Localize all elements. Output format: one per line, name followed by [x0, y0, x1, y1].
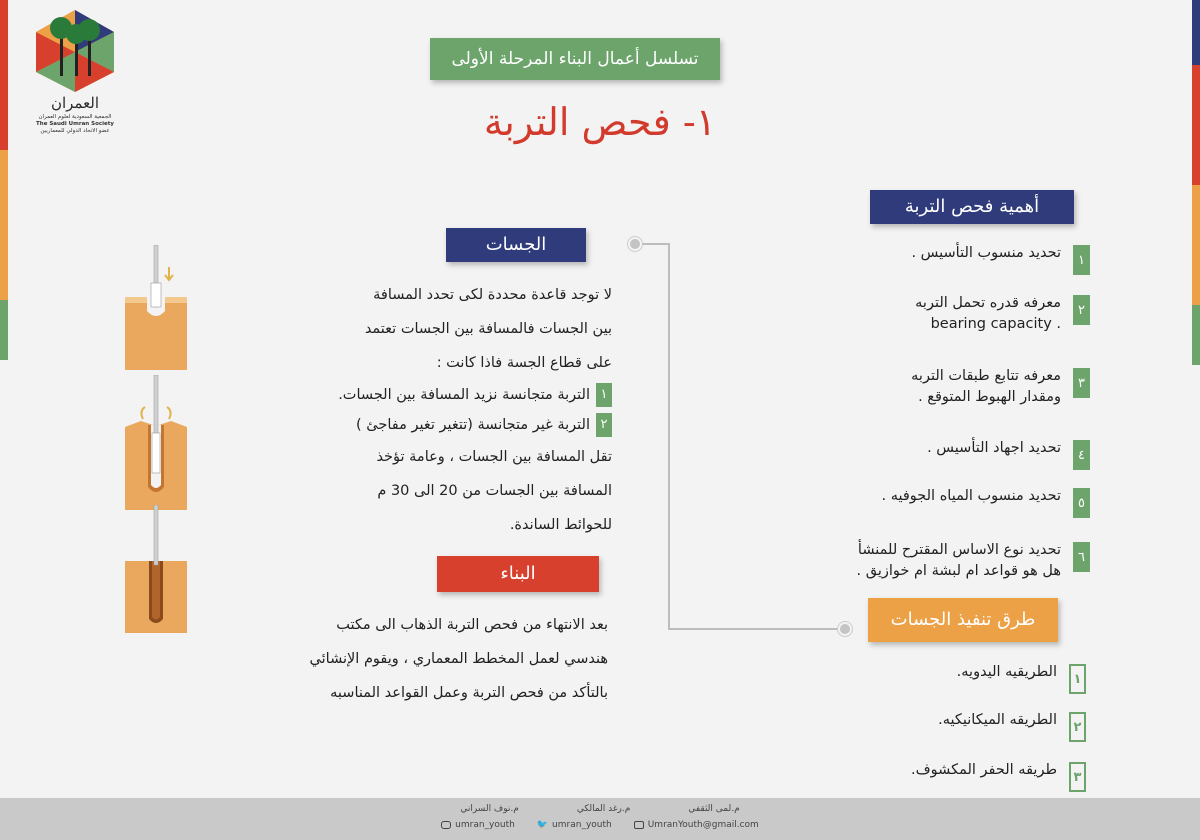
- drill-illustration-2: [125, 375, 187, 510]
- right-color-edge: [1192, 0, 1200, 798]
- number-badge: ٤: [1073, 440, 1090, 470]
- number-badge: ١: [1069, 664, 1086, 694]
- number-badge: ٣: [1069, 762, 1086, 792]
- author-name: م.نوف السراني: [460, 804, 519, 814]
- umran-logo: [30, 8, 120, 148]
- connector-dot: [628, 237, 642, 251]
- importance-item-2: [915, 293, 1090, 335]
- drill-illustration-1: [125, 245, 187, 370]
- importance-item-1: [911, 243, 1090, 275]
- importance-item-text: تحديد نوع الاساس المقترح للمنشأ هل هو قواعد ام لبشة ام خوازيق .: [856, 542, 1061, 579]
- number-badge: ٦: [1073, 542, 1090, 572]
- number-badge: ٥: [1073, 488, 1090, 518]
- importance-item-5: [881, 486, 1090, 518]
- instagram-contact[interactable]: umran_youth: [441, 820, 515, 830]
- connector-line: [640, 243, 670, 245]
- method-item-text: طريقه الحفر المكشوف.: [911, 762, 1057, 778]
- importance-item-text: معرفه قدره تحمل التربه . bearing capacity: [915, 295, 1061, 332]
- importance-item-6: [857, 540, 1090, 582]
- building-text: بعد الانتهاء من فحص التربة الذهاب الى مكتب هندسي لعمل المخطط المعماري ، ويقوم الإنشائي بالتأكد من فحص التربة وعمل القواعد المناسبه: [309, 617, 608, 701]
- boreholes-text: لا توجد قاعدة محددة لكى تحدد المسافة بين الجسات فالمسافة بين الجسات تعتمد على قطاع الجسة فاذا كانت : ١ التربة متجانسة نزيد المسافة بين الجسات. ٢ التربة غير متجانسة (تتغير تغير مفاجئ ) تقل المسافة بين الجسات ، وعامة تؤخذ المسافة بين الجسات من 20 الى 30 م للحوائط الساندة.: [338, 287, 612, 533]
- boreholes-heading: الجسات: [446, 228, 586, 262]
- importance-item-4: [927, 438, 1090, 470]
- connector-line: [668, 628, 848, 630]
- importance-item-3: [911, 366, 1090, 408]
- drill-illustration-3: [125, 505, 187, 633]
- logo-org-text: الجمعية السعودية لعلوم العمران The Saudi Umran Society عضو الاتحاد الدولي للمعماريين: [36, 114, 114, 134]
- connector-line: [668, 243, 670, 630]
- twitter-contact[interactable]: 🐦 umran_youth: [536, 820, 612, 830]
- number-badge: ١: [596, 383, 612, 407]
- authors-list: [0, 804, 1200, 814]
- logo-brand-text: العمران: [50, 94, 100, 112]
- method-item-text: الطريقه الميكانيكيه.: [938, 712, 1057, 728]
- page-title: ١- فحص التربة: [483, 100, 717, 144]
- number-badge: ٢: [596, 413, 612, 437]
- number-badge: ١: [1073, 245, 1090, 275]
- twitter-icon: 🐦: [536, 820, 549, 830]
- phase-banner: تسلسل أعمال البناء المرحلة الأولى: [430, 38, 720, 80]
- importance-item-text: تحديد منسوب المياه الجوفيه .: [881, 488, 1061, 504]
- left-color-edge: [0, 0, 8, 798]
- instagram-icon: [441, 821, 451, 829]
- author-name: م.لمى الثقفي: [688, 804, 740, 814]
- method-item-text: الطريقيه اليدويه.: [956, 664, 1057, 680]
- building-heading: البناء: [437, 556, 599, 592]
- importance-heading: أهمية فحص التربة: [870, 190, 1074, 224]
- mail-icon: [634, 821, 644, 829]
- method-item-2: [938, 710, 1086, 742]
- connector-dot: [838, 622, 852, 636]
- method-item-1: [957, 662, 1086, 694]
- hexagon-logo-icon: [30, 8, 120, 94]
- footer: [0, 798, 1200, 840]
- number-badge: ٣: [1073, 368, 1090, 398]
- number-badge: ٢: [1073, 295, 1090, 325]
- number-badge: ٢: [1069, 712, 1086, 742]
- method-item-3: [911, 760, 1086, 792]
- importance-item-text: تحديد اجهاد التأسيس .: [927, 440, 1061, 456]
- email-contact[interactable]: UmranYouth@gmail.com: [634, 820, 759, 830]
- contacts: [0, 820, 1200, 830]
- importance-item-text: تحديد منسوب التأسيس .: [911, 245, 1061, 261]
- methods-heading: طرق تنفيذ الجسات: [868, 598, 1058, 642]
- importance-item-text: معرفه تتابع طبقات التربه ومقدار الهبوط المتوقع .: [911, 368, 1061, 405]
- author-name: م.رغد المالكي: [576, 804, 631, 814]
